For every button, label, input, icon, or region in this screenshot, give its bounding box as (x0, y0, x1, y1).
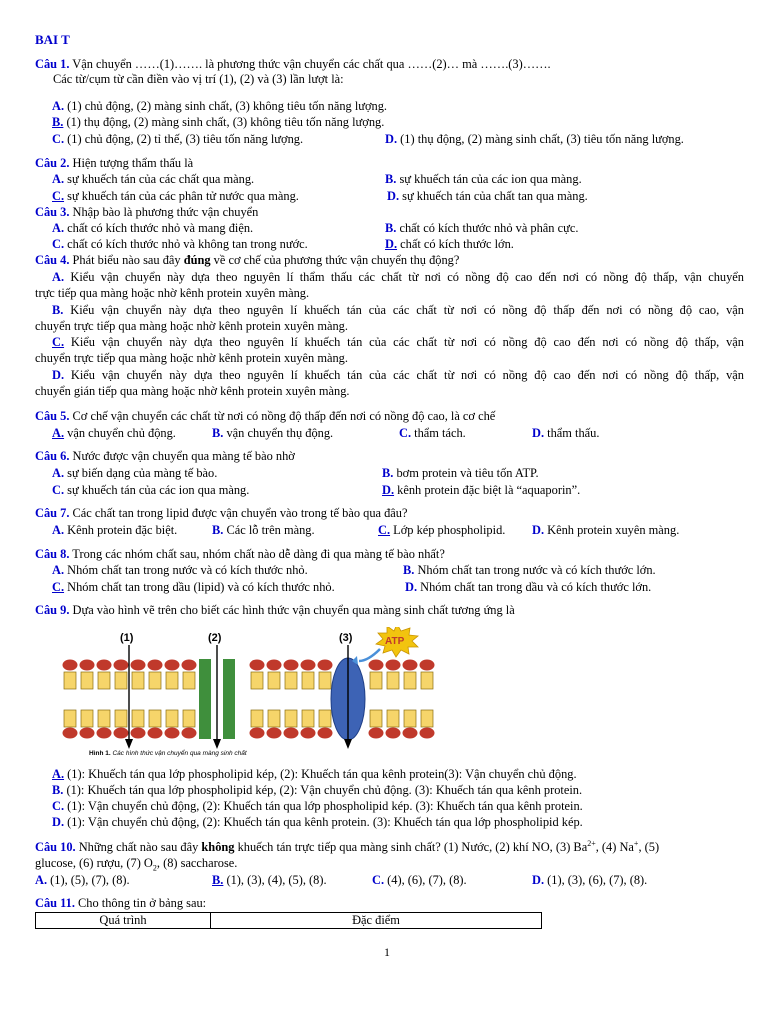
option-a: A. sự khuếch tán của các chất qua màng. (52, 172, 255, 186)
question-5: Câu 5. Cơ chế vận chuyển các chất từ nơi có nồng độ thấp đến nơi có nồng độ cao, là cơ chế (35, 409, 496, 423)
lipid-tail (166, 710, 178, 727)
lipid-tail (387, 710, 399, 727)
option-c: C. Nhóm chất tan trong dầu (lipid) và có kích thước nhỏ. (52, 580, 335, 594)
lipid-head (420, 660, 435, 671)
lipid-head (284, 728, 299, 739)
question-11: Câu 11. Cho thông tin ở bảng sau: (35, 896, 207, 910)
lipid-tail (251, 710, 263, 727)
arrow-3-head (344, 739, 352, 749)
option-b: B. sự khuếch tán của các ion qua màng. (385, 172, 582, 186)
lipid-tail (268, 710, 280, 727)
option-b: B. (1): Khuếch tán qua lớp phospholipid kép, (2): Vận chuyển chủ động. (3): Khuếch tán qua kênh protein. (52, 783, 583, 797)
lipid-head (165, 728, 180, 739)
lipid-head (386, 728, 401, 739)
lipid-head (420, 728, 435, 739)
lipid-head (318, 728, 333, 739)
lipid-head (80, 660, 95, 671)
lipid-tail (404, 672, 416, 689)
lipid-head (97, 660, 112, 671)
lipid-tail (285, 710, 297, 727)
option-d: D. sự khuếch tán của chất tan qua màng. (387, 189, 588, 203)
lipid-head (148, 728, 163, 739)
question-10: Câu 10. Những chất nào sau đây không khuếch tán trực tiếp qua màng sinh chất? (1) Nước, (2) khí NO, (3) $Ba^{2+}$, (4) Na+, (5) (35, 838, 660, 854)
lipid-tail (81, 710, 93, 727)
lipid-head (250, 728, 265, 739)
lipid-head (114, 728, 129, 739)
option-b: B. bơm protein và tiêu tốn ATP. (382, 466, 539, 480)
channel-protein-left (199, 659, 211, 739)
option-a: A. (1), (5), (7), (8). (35, 873, 130, 887)
atp-arrow (359, 649, 380, 661)
option-c: C. (1): Vận chuyển chủ động, (2): Khuếch tán qua lớp phospholipid kép. (3): Khuếch tán qua kênh protein. (52, 799, 583, 813)
option-b: B. Kiểu vận chuyển này dựa theo nguyên lí khuếch tán của các chất từ nơi có nồng độ thấp đến nơi có nồng độ cao, vận (52, 303, 744, 317)
question-6: Câu 6. Nước được vận chuyển qua màng tế bào nhờ (35, 449, 295, 463)
option-a: A. Kênh protein đặc biệt. (52, 523, 178, 537)
option-c: C. (1) chủ động, (2) tỉ thế, (3) tiêu tốn năng lượng. (52, 132, 304, 146)
lipid-head (165, 660, 180, 671)
question-2: Câu 2. Hiện tượng thẩm thấu là (35, 156, 194, 170)
label-2: (2) (208, 632, 222, 644)
table-header-process: Quá trình (36, 913, 211, 929)
lipid-tail (183, 710, 195, 727)
option-c: C. sự khuếch tán của các ion qua màng. (52, 483, 250, 497)
lipid-tail (268, 672, 280, 689)
question-4: Câu 4. Phát biểu nào sau đây đúng về cơ chế của phương thức vận chuyển thụ động? (35, 253, 460, 267)
lipid-tail (302, 672, 314, 689)
lipid-tail (149, 672, 161, 689)
arrow-2-head (213, 739, 221, 749)
atp-label: ATP (385, 636, 405, 647)
table-header-row (36, 913, 542, 929)
option-a: A. Nhóm chất tan trong nước và có kích thước nhỏ. (52, 563, 308, 577)
lipid-head (131, 728, 146, 739)
question-1 (35, 57, 551, 72)
lipid-tail (98, 710, 110, 727)
lipid-tail (183, 672, 195, 689)
lipid-tail (421, 672, 433, 689)
option-d: D. kênh protein đặc biệt là “aquaporin”. (382, 483, 581, 497)
option-a: A. chất có kích thước nhỏ và mang điện. (52, 221, 254, 235)
lipid-tail (421, 710, 433, 727)
option-c-cont: chuyển trực tiếp qua màng hoặc nhờ kênh protein xuyên màng. (35, 351, 348, 365)
lipid-tail (115, 672, 127, 689)
lipid-head (301, 660, 316, 671)
option-c: C. Kiểu vận chuyển này dựa theo nguyên lí khuếch tán của các chất từ nơi có nồng độ cao đến nơi có nồng độ thấp, vận (52, 335, 744, 349)
lipid-head (80, 728, 95, 739)
lipid-head (301, 728, 316, 739)
question-label: Câu 1. (35, 57, 70, 71)
lipid-head (403, 728, 418, 739)
lipid-head (182, 660, 197, 671)
option-b: B. (1), (3), (4), (5), (8). (212, 873, 327, 887)
option-b: B. Nhóm chất tan trong nước và có kích thước lớn. (403, 563, 656, 577)
membrane-transport-figure (62, 627, 448, 759)
page-number: 1 (384, 945, 390, 959)
lipid-head (284, 660, 299, 671)
lipid-tail (166, 672, 178, 689)
lipid-tail (64, 710, 76, 727)
lipid-tail (81, 672, 93, 689)
label-3: (3) (339, 632, 353, 644)
question-3: Câu 3. Nhập bào là phương thức vận chuyển (35, 205, 259, 219)
arrow-1-head (125, 739, 133, 749)
question-1-sub: Các từ/cụm từ cần điền vào vị trí (1), (2) và (3) lần lượt là: (53, 72, 344, 86)
lipid-tail (251, 672, 263, 689)
lipid-head (267, 728, 282, 739)
lipid-head (318, 660, 333, 671)
option-a-cont: trực tiếp qua màng hoặc nhờ kênh protein xuyên màng. (35, 286, 310, 300)
lipid-head (63, 728, 78, 739)
lipid-head (148, 660, 163, 671)
lipid-head (267, 660, 282, 671)
lipid-tail (319, 672, 331, 689)
lipid-head (114, 660, 129, 671)
option-d: D. (1), (3), (6), (7), (8). (532, 873, 648, 887)
lipid-head (63, 660, 78, 671)
option-a: A. (1): Khuếch tán qua lớp phospholipid kép, (2): Khuếch tán qua kênh protein(3): Vận chuyển chủ động. (52, 767, 577, 781)
lipid-head (250, 660, 265, 671)
lipid-tail (115, 710, 127, 727)
lipid-head (369, 660, 384, 671)
question-8: Câu 8. Trong các nhóm chất sau, nhóm chất nào dễ dàng đi qua màng tế bào nhất? (35, 547, 445, 561)
option-c: C. sự khuếch tán của các phân tử nước qua màng. (52, 189, 299, 203)
figure-caption: Hình 1. Các hình thức vận chuyển qua màng sinh chất (89, 750, 247, 757)
option-d: D. thẩm thấu. (532, 426, 600, 440)
lipid-head (403, 660, 418, 671)
lipid-tail (132, 672, 144, 689)
lipid-tail (319, 710, 331, 727)
option-c: C. chất có kích thước nhỏ và không tan trong nước. (52, 237, 308, 251)
lipid-tail (285, 672, 297, 689)
lipid-tail (370, 710, 382, 727)
exercise-title: BAI T (35, 32, 70, 47)
option-a: A. vận chuyển chủ động. (52, 426, 176, 440)
option-d: D. (1): Vận chuyển chủ động, (2): Khuếch tán qua kênh protein. (3): Khuếch tán qua lớp phospholipid kép. (52, 815, 583, 829)
phospholipid-bilayer (63, 660, 435, 739)
question-9: Câu 9. Dựa vào hình vẽ trên cho biết các hình thức vận chuyển qua màng sinh chất tương ứng là (35, 603, 515, 617)
option-b: B. (1) thụ động, (2) màng sinh chất, (3) không tiêu tốn năng lượng. (52, 115, 385, 129)
option-d: D. Nhóm chất tan trong dầu và có kích thước lớn. (405, 580, 652, 594)
lipid-tail (387, 672, 399, 689)
option-c: C. Lớp kép phospholipid. (378, 523, 506, 537)
lipid-tail (98, 672, 110, 689)
option-a: A. (1) chủ động, (2) màng sinh chất, (3) không tiêu tốn năng lượng. (52, 99, 388, 113)
question-7: Câu 7. Các chất tan trong lipid được vận chuyển vào trong tế bào qua đâu? (35, 506, 408, 520)
option-d: D. Kênh protein xuyên màng. (532, 523, 680, 537)
lipid-tail (149, 710, 161, 727)
option-a: A. sự biến dạng của màng tế bào. (52, 466, 218, 480)
option-b-cont: chuyển trực tiếp qua màng hoặc nhờ kênh protein xuyên màng. (35, 319, 348, 333)
lipid-head (131, 660, 146, 671)
option-c: C. thẩm tách. (399, 426, 466, 440)
lipid-tail (370, 672, 382, 689)
lipid-head (97, 728, 112, 739)
option-c: C. (4), (6), (7), (8). (372, 873, 467, 887)
lipid-tail (64, 672, 76, 689)
option-d: D. (1) thụ động, (2) màng sinh chất, (3) tiêu tốn năng lượng. (385, 132, 684, 146)
option-b: B. Các lỗ trên màng. (212, 523, 315, 537)
channel-protein-right (223, 659, 235, 739)
lipid-head (369, 728, 384, 739)
lipid-head (386, 660, 401, 671)
option-d: D. Kiểu vận chuyển này dựa theo nguyên lí khuếch tán của các chất từ nơi có nồng độ cao đến nơi có nồng độ thấp, vận (52, 368, 744, 382)
option-d: D. chất có kích thước lớn. (385, 237, 514, 251)
lipid-tail (302, 710, 314, 727)
lipid-tail (132, 710, 144, 727)
option-a: A. Kiểu vận chuyển này dựa theo nguyên lí thẩm thấu các chất từ nơi có nồng độ cao đến nơi có nồng độ thấp, vận chuyển (52, 270, 744, 284)
label-1: (1) (120, 632, 134, 644)
question-text: Vận chuyển ……(1)……. là phương thức vận chuyển các chất qua ……(2)… mà …….(3)……. (69, 57, 551, 71)
lipid-tail (404, 710, 416, 727)
option-b: B. chất có kích thước nhỏ và phân cực. (385, 221, 579, 235)
option-d-cont: chuyển gián tiếp qua màng hoặc nhờ kênh protein xuyên màng. (35, 384, 350, 398)
table-header-feature: Đặc điểm (211, 913, 542, 929)
info-table (35, 912, 542, 929)
question-10-cont: glucose, (6) rượu, (7) $O_2$, (8) saccharose. (35, 856, 238, 873)
lipid-head (182, 728, 197, 739)
option-b: B. vận chuyển thụ động. (212, 426, 334, 440)
